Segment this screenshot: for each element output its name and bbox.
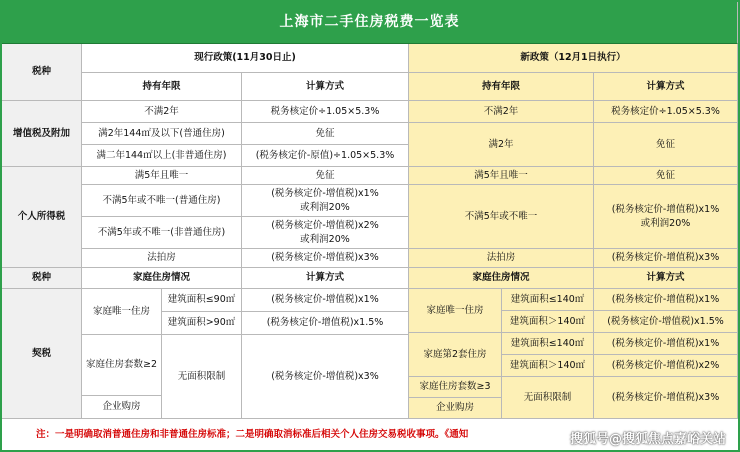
vat-old-method-1: 税务核定价÷1.05×5.3% bbox=[242, 101, 409, 123]
income-tax-label: 个人所得税 bbox=[2, 167, 82, 268]
deed-new-multi-home: 家庭住房套数≥3 bbox=[409, 377, 502, 398]
deed-old-area-large: 建筑面积>90㎡ bbox=[162, 312, 242, 335]
vat-old-period-3: 满二年144㎡以上(非普通住房) bbox=[82, 145, 242, 167]
header-old-holding-period: 持有年限 bbox=[82, 73, 242, 101]
vat-old-method-3: (税务核定价-原值)÷1.05×5.3% bbox=[242, 145, 409, 167]
deed-old-area-small: 建筑面积≤90㎡ bbox=[162, 289, 242, 312]
deed-new-method-multi: (税务核定价-增值税)x3% bbox=[594, 377, 738, 419]
income-old-method-4: (税务核定价-增值税)x3% bbox=[242, 249, 409, 268]
income-new-method-3: (税务核定价-增值税)x3% bbox=[594, 249, 738, 268]
income-new-method-1: 免征 bbox=[594, 167, 738, 185]
income-old-period-3: 不满5年或不唯一(非普通住房) bbox=[82, 217, 242, 249]
deed-old-method-multi: (税务核定价-增值税)x3% bbox=[242, 335, 409, 419]
deed-new-no-area-limit: 无面积限制 bbox=[502, 377, 594, 419]
income-old-method-1: 免征 bbox=[242, 167, 409, 185]
vat-old-period-2: 满2年144㎡及以下(普通住房) bbox=[82, 123, 242, 145]
header-old-calc-method-2: 计算方式 bbox=[242, 268, 409, 289]
deed-new-second-area-large: 建筑面积＞140㎡ bbox=[502, 355, 594, 377]
deed-new-only-method-small: (税务核定价-增值税)x1% bbox=[594, 289, 738, 311]
header-tax-type: 税种 bbox=[2, 44, 82, 101]
income-old-period-1: 满5年且唯一 bbox=[82, 167, 242, 185]
vat-new-method-1: 税务核定价÷1.05×5.3% bbox=[594, 101, 738, 123]
income-old-period-4: 法拍房 bbox=[82, 249, 242, 268]
deed-new-second-area-small: 建筑面积≤140㎡ bbox=[502, 333, 594, 355]
deed-new-only-area-small: 建筑面积≤140㎡ bbox=[502, 289, 594, 311]
deed-new-second-method-large: (税务核定价-增值税)x2% bbox=[594, 355, 738, 377]
table-title: 上海市二手住房税费一览表 bbox=[2, 2, 738, 44]
income-new-period-3: 法拍房 bbox=[409, 249, 594, 268]
header-new-calc-method-2: 计算方式 bbox=[594, 268, 738, 289]
deed-new-only-home: 家庭唯一住房 bbox=[409, 289, 502, 333]
deed-tax-label: 契税 bbox=[2, 289, 82, 419]
header-new-family-housing: 家庭住房情况 bbox=[409, 268, 594, 289]
income-new-period-2: 不满5年或不唯一 bbox=[409, 185, 594, 249]
watermark: 搜狐号@搜狐焦点嘉峪关站 bbox=[569, 432, 726, 447]
deed-old-multi-home: 家庭住房套数≥2 bbox=[82, 335, 162, 396]
vat-label: 增值税及附加 bbox=[2, 101, 82, 167]
income-new-method-2: (税务核定价-增值税)x1% 或利润20% bbox=[594, 185, 738, 249]
vat-new-period-1: 不满2年 bbox=[409, 101, 594, 123]
header-old-policy: 现行政策(11月30日止) bbox=[82, 44, 409, 73]
footnote: 注：一是明确取消普通住房和非普通住房标准；二是明确取消标准后相关个人住房交易税收事项。《通知 bbox=[2, 419, 738, 450]
header-new-policy: 新政策（12月1日执行） bbox=[409, 44, 738, 73]
deed-new-only-area-large: 建筑面积＞140㎡ bbox=[502, 311, 594, 333]
deed-old-method-small: (税务核定价-增值税)x1% bbox=[242, 289, 409, 312]
income-old-period-2: 不满5年或不唯一(普通住房) bbox=[82, 185, 242, 217]
header-old-family-housing: 家庭住房情况 bbox=[82, 268, 242, 289]
deed-old-no-area-limit: 无面积限制 bbox=[162, 335, 242, 419]
vat-old-period-1: 不满2年 bbox=[82, 101, 242, 123]
vat-new-period-2: 满2年 bbox=[409, 123, 594, 167]
income-new-period-1: 满5年且唯一 bbox=[409, 167, 594, 185]
income-old-method-2: (税务核定价-增值税)x1% 或利润20% bbox=[242, 185, 409, 217]
vat-old-method-2: 免征 bbox=[242, 123, 409, 145]
deed-old-corporate: 企业购房 bbox=[82, 396, 162, 419]
deed-old-only-home: 家庭唯一住房 bbox=[82, 289, 162, 335]
income-old-method-3: (税务核定价-增值税)x2% 或利润20% bbox=[242, 217, 409, 249]
header-new-holding-period: 持有年限 bbox=[409, 73, 594, 101]
deed-old-method-large: (税务核定价-增值税)x1.5% bbox=[242, 312, 409, 335]
header-old-calc-method: 计算方式 bbox=[242, 73, 409, 101]
vat-new-method-2: 免征 bbox=[594, 123, 738, 167]
header-tax-type-2: 税种 bbox=[2, 268, 82, 289]
deed-new-second-home: 家庭第2套住房 bbox=[409, 333, 502, 377]
deed-new-only-method-large: (税务核定价-增值税)x1.5% bbox=[594, 311, 738, 333]
header-new-calc-method: 计算方式 bbox=[594, 73, 738, 101]
deed-new-second-method-small: (税务核定价-增值税)x1% bbox=[594, 333, 738, 355]
deed-new-corporate: 企业购房 bbox=[409, 398, 502, 419]
